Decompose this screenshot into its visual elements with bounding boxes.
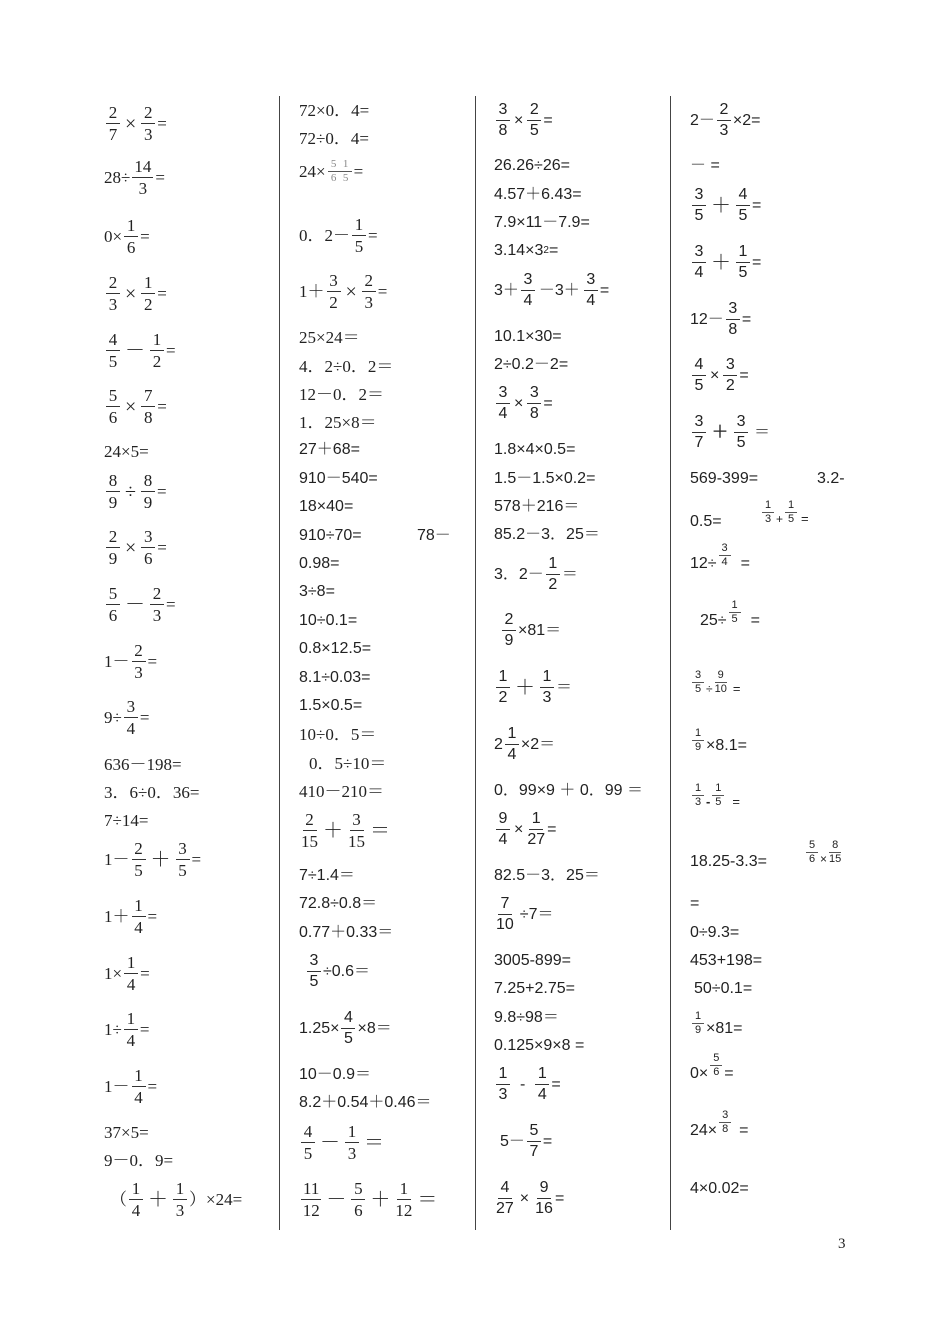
problem: 1× $\frac{1}{4}$ = bbox=[104, 953, 150, 994]
problem: 12－0．2＝ bbox=[299, 385, 384, 404]
problem: 410－210＝ bbox=[299, 782, 384, 801]
problem: 28÷ $\frac{14}{3}$ = bbox=[104, 157, 165, 198]
page-number: 3 bbox=[838, 1236, 846, 1252]
problem: 10÷0．5＝ bbox=[299, 725, 377, 744]
problem: 7÷1.4＝ bbox=[299, 867, 355, 884]
problem: 24× $\frac{5}{6}$ $\frac{1}{5}$ = bbox=[299, 158, 364, 184]
problem: 5 6 － $\frac{2}{3}$ = bbox=[104, 585, 176, 624]
problem: 2 $\frac{1}{4}$ ×2＝ bbox=[494, 725, 556, 763]
problem: 50÷0.1= bbox=[694, 980, 753, 997]
problem: 0.5= bbox=[690, 513, 722, 530]
problem: 1 2 ＋ 1 3 ＝ bbox=[494, 669, 572, 706]
problem: 0× $\frac{5}{6}$ = bbox=[690, 1051, 734, 1082]
problem: 4．2÷0．2＝ bbox=[299, 357, 394, 376]
problem: 72.8÷0.8＝ bbox=[299, 895, 378, 912]
problem: 8.2＋0.54＋0.46＝ bbox=[299, 1094, 432, 1111]
column-divider bbox=[279, 96, 280, 1230]
problem: 11 12 － 5 6 ＋ 1 12 ＝ bbox=[302, 1179, 438, 1220]
problem: = bbox=[690, 895, 700, 912]
problem: 26.26÷26= bbox=[494, 157, 570, 174]
problem: 1＋ $\frac{1}{4}$ = bbox=[104, 896, 158, 937]
problem: 2－ $\frac{2}{3}$ ×2= bbox=[690, 101, 761, 139]
problem: $\frac{1}{9}$ ×81= bbox=[690, 1009, 742, 1037]
problem: 9÷ $\frac{3}{4}$ = bbox=[104, 697, 150, 738]
problem: 8.1÷0.03= bbox=[299, 669, 371, 686]
problem: 2 15 ＋ 3 15 ＝ bbox=[301, 810, 390, 851]
problem: 37×5= bbox=[104, 1123, 149, 1142]
problem: $\frac{3}{5}$ ÷ $\frac{9}{10}$ = bbox=[690, 670, 740, 695]
problem: 24× $\frac{3}{8}$ = bbox=[690, 1108, 749, 1139]
problem: 18×40= bbox=[299, 498, 354, 515]
column-divider bbox=[670, 96, 671, 1230]
problem: 3．2－ 1 2 ＝ bbox=[494, 555, 578, 593]
problem: 1．25×8＝ bbox=[299, 413, 377, 432]
problem: － = bbox=[690, 157, 720, 174]
problem: 82.5－3．25＝ bbox=[494, 867, 600, 884]
problem: 12÷ $\frac{3}{4}$ = bbox=[690, 541, 750, 572]
problem: 27＋68= bbox=[299, 441, 360, 458]
problem: $\frac{4}{5}$ × $\frac{3}{2}$ = bbox=[690, 357, 749, 394]
problem: 5－ $\frac{5}{7}$ = bbox=[500, 1122, 553, 1160]
problem: 10－0.9＝ bbox=[299, 1066, 372, 1083]
problem: 1－ 2 5 ＋ $\frac{3}{5}$ = bbox=[104, 839, 202, 880]
problem-fraction: 1 3 + $\frac{1}{5}$ = bbox=[760, 500, 809, 525]
problem: 25÷ $\frac{1}{5}$ = bbox=[700, 598, 760, 629]
problem: 0.125×9×8 = bbox=[494, 1037, 585, 1054]
problem: 3005-899= bbox=[494, 952, 571, 969]
problem: 3 7 ＋ 3 5 ＝ bbox=[690, 414, 770, 451]
problem: 1.25× $\frac{4}{5}$ ×8＝ bbox=[299, 1009, 392, 1047]
problem: $\frac{4}{27}$ × $\frac{9}{16}$ = bbox=[496, 1179, 565, 1217]
problem: 3 5 ＋ $\frac{4}{5}$ = bbox=[690, 187, 761, 224]
problem: 0× $\frac{1}{6}$ = bbox=[104, 216, 150, 257]
problem: 72×0．4= bbox=[299, 101, 370, 120]
column-3 bbox=[494, 96, 666, 1230]
problem: 4 5 － 1 3 ＝ bbox=[299, 1123, 387, 1162]
problem: $\frac{2}{9}$ × $\frac{3}{6}$ = bbox=[104, 528, 167, 567]
problem: 72÷0．4= bbox=[299, 129, 369, 148]
column-2 bbox=[299, 96, 471, 1230]
problem: 0.8×12.5= bbox=[299, 640, 372, 657]
problem: （ 1 4 ＋ 1 3 ）×24= bbox=[110, 1179, 243, 1220]
problem: $\frac{2}{7}$ × $\frac{2}{3}$ = bbox=[104, 104, 167, 143]
problem: 1.8×4×0.5= bbox=[494, 441, 576, 458]
problem: 4.57＋6.43= bbox=[494, 186, 582, 203]
problem: 0．99×9 ＋ 0．99 ＝ bbox=[494, 782, 643, 799]
problem: 9.8÷98＝ bbox=[494, 1009, 559, 1026]
column-1 bbox=[104, 96, 274, 1230]
problem: 3＋ 3 4 －3＋ $\frac{3}{4}$ = bbox=[494, 271, 610, 309]
problem: 1÷ $\frac{1}{4}$ = bbox=[104, 1009, 150, 1050]
problem: 0÷9.3= bbox=[690, 924, 740, 941]
problem: 1.5×0.5= bbox=[299, 697, 363, 714]
problem: $\frac{3}{8}$ × $\frac{2}{5}$ = bbox=[494, 102, 553, 139]
problem: 0．5÷10＝ bbox=[309, 754, 387, 773]
problem: 7.25+2.75= bbox=[494, 980, 575, 997]
problem: 1 3 - $\frac{1}{4}$ = bbox=[494, 1066, 561, 1103]
problem: 636－198= bbox=[104, 755, 182, 774]
problem: 4×0.02= bbox=[690, 1180, 749, 1197]
problem: $\frac{3}{5}$ ÷0.6＝ bbox=[305, 953, 370, 990]
problem: 0．2－ $\frac{1}{5}$ = bbox=[299, 215, 378, 256]
problem: 3 4 ＋ $\frac{1}{5}$ = bbox=[690, 244, 761, 281]
column-divider bbox=[475, 96, 476, 1230]
problem: 10.1×30= bbox=[494, 328, 562, 345]
problem: $\frac{2}{9}$ ×81＝ bbox=[500, 612, 561, 649]
problem: 7.9×11－7.9= bbox=[494, 214, 590, 231]
problem: 85.2－3．25＝ bbox=[494, 526, 600, 543]
problem: 9－0．9= bbox=[104, 1151, 174, 1170]
problem: 12－ $\frac{3}{8}$ = bbox=[690, 300, 752, 338]
problem: 10÷0.1= bbox=[299, 612, 358, 629]
problem: 569-399= bbox=[690, 470, 759, 487]
problem: $\frac{7}{10}$ ÷7＝ bbox=[496, 895, 554, 933]
problem: 18.25-3.3= bbox=[690, 853, 767, 870]
column-4 bbox=[690, 96, 860, 1230]
problem: $\frac{2}{3}$ × $\frac{1}{2}$ = bbox=[104, 274, 167, 313]
problem: 910－540= bbox=[299, 470, 378, 487]
problem-fraction: $\frac{5}{6}$ × $\frac{8}{15}$ bbox=[804, 840, 843, 865]
problem: 25×24＝ bbox=[299, 328, 360, 347]
problem: 1.5－1.5×0.2= bbox=[494, 470, 596, 487]
problem: 578＋216＝ bbox=[494, 498, 580, 515]
problem: $\frac{1}{9}$ ×8.1= bbox=[690, 726, 747, 754]
problem: 7÷14= bbox=[104, 811, 149, 830]
problem: 24×5= bbox=[104, 442, 149, 461]
problem: 2÷0.2－2= bbox=[494, 356, 569, 373]
problem: 1－ $\frac{1}{4}$ = bbox=[104, 1066, 158, 1107]
problem: $\frac{9}{4}$ × $\frac{1}{27}$ = bbox=[494, 811, 556, 848]
problem-fragment: 78－ bbox=[417, 527, 451, 544]
problem: $\frac{8}{9}$ ÷ $\frac{8}{9}$ = bbox=[104, 472, 167, 511]
problem: 3．6÷0．36= bbox=[104, 783, 200, 802]
problem: 0.98= bbox=[299, 555, 340, 572]
problem: 3.14×3 2 = bbox=[494, 242, 559, 259]
problem: 910÷70= bbox=[299, 527, 362, 544]
problem: 0.77＋0.33＝ bbox=[299, 924, 394, 941]
problem: 4 5 － $\frac{1}{2}$ = bbox=[104, 331, 176, 370]
problem: 1－ $\frac{2}{3}$ = bbox=[104, 641, 158, 682]
problem: $\frac{5}{6}$ × $\frac{7}{8}$ = bbox=[104, 387, 167, 426]
problem: 1＋ $\frac{3}{2}$ × $\frac{2}{3}$ = bbox=[299, 271, 388, 312]
problem: 3÷8= bbox=[299, 583, 335, 600]
problem: 453+198= bbox=[690, 952, 763, 969]
problem: $\frac{3}{4}$ × $\frac{3}{8}$ = bbox=[494, 385, 553, 422]
problem: 1 3 - $\frac{1}{5}$ = bbox=[690, 783, 740, 808]
problem-fragment: 3.2- bbox=[817, 470, 845, 487]
